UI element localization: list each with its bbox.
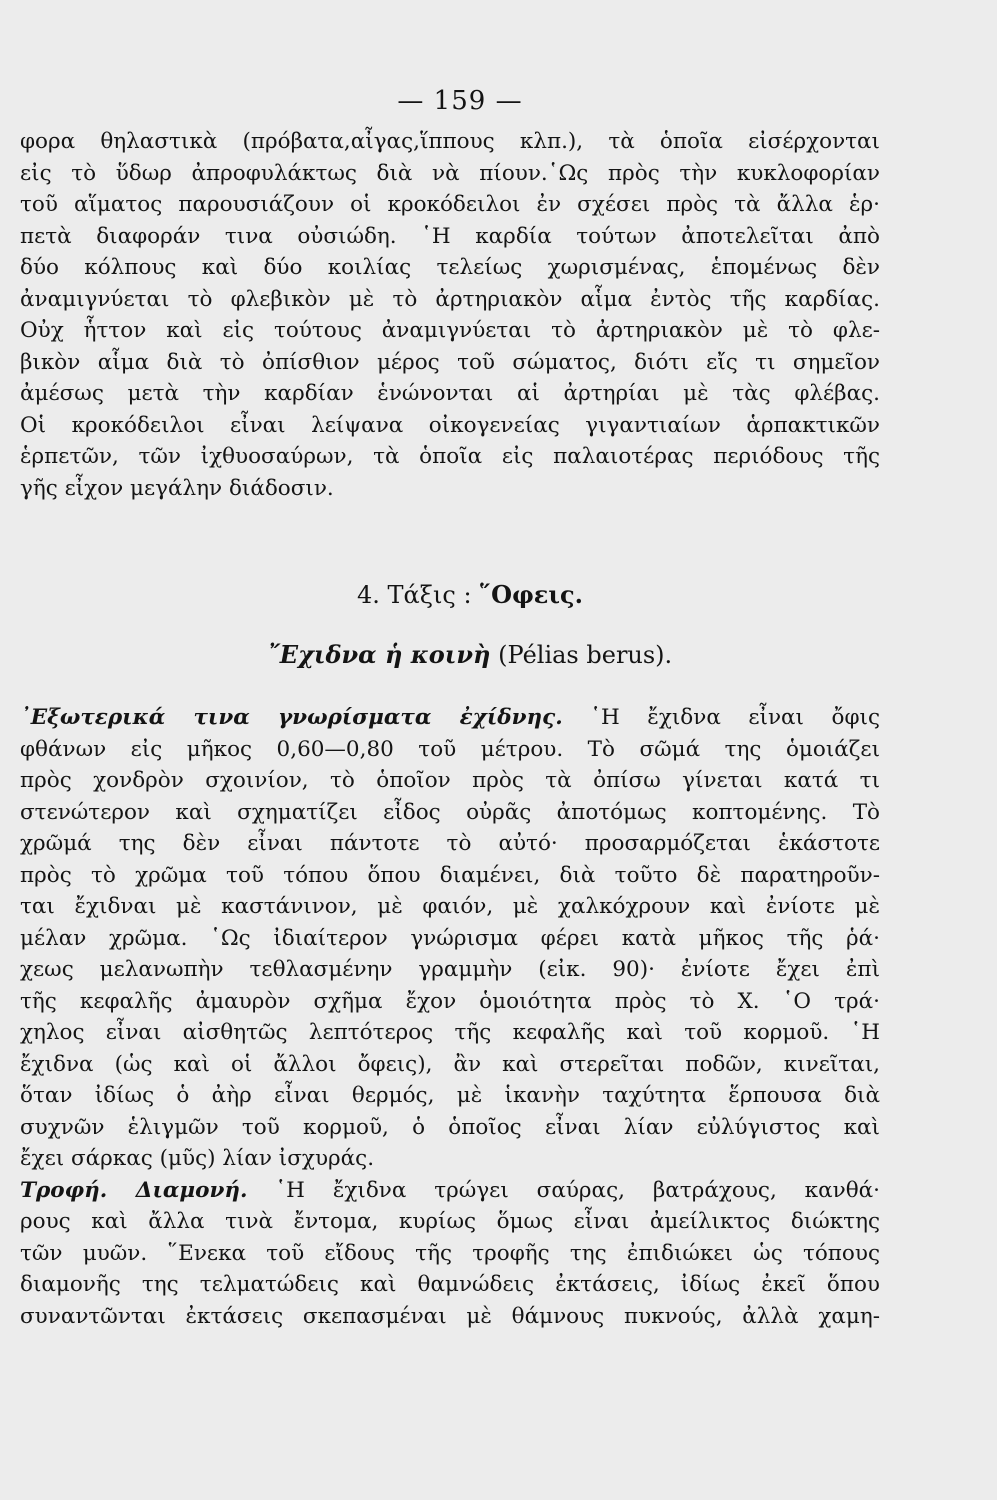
order-heading-name: ῞Οφεις. xyxy=(479,580,583,609)
text-line: γῆς εἶχον μεγάλην διάδοσιν. xyxy=(20,475,334,501)
text-line: φθάνων εἰς μῆκος 0,60—0,80 τοῦ μέτρου. Τὸ σῶμά της ὁμοιάζει xyxy=(20,736,880,762)
text-line: τῶν μυῶν. ῞Ενεκα τοῦ εἴδους τῆς τροφῆς της ἐπιδιώκει ὡς τόπους xyxy=(20,1240,880,1266)
text-line: εἰς τὸ ὕδωρ ἀπροφυλάκτως διὰ νὰ πίουν.῾Ως πρὸς τὴν κυκλοφορίαν xyxy=(20,160,880,186)
text-line: πρὸς χονδρὸν σχοινίον, τὸ ὁποῖον πρὸς τὰ ὀπίσω γίνεται κατά τι xyxy=(20,768,880,793)
text-line: χηλος εἶναι αἰσθητῶς λεπτότερος τῆς κεφαλῆς καὶ τοῦ κορμοῦ. ῾Η xyxy=(20,1020,880,1045)
order-heading xyxy=(0,580,940,609)
text-line: ρους καὶ ἄλλα τινὰ ἔντομα, κυρίως ὅμως εἶναι ἀμείλικτος διώκτης xyxy=(20,1209,880,1234)
text-line: ἔχιδνα (ὡς καὶ οἱ ἄλλοι ὄφεις), ἂν καὶ στερεῖται ποδῶν, κινεῖται, xyxy=(20,1051,880,1077)
page-number: — 159 — xyxy=(397,86,523,116)
text-line: συχνῶν ἑλιγμῶν τοῦ κορμοῦ, ὁ ὁποῖος εἶναι λίαν εὐλύγιστος καὶ xyxy=(20,1114,880,1140)
species-heading-name: ῎Εχιδνα ἡ κοινὴ xyxy=(267,640,491,669)
text-line: πρὸς τὸ χρῶμα τοῦ τόπου ὅπου διαμένει, διὰ τοῦτο δὲ παρατηροῦν- xyxy=(20,862,880,888)
text-line: ὅταν ἰδίως ὁ ἀὴρ εἶναι θερμός, μὲ ἱκανὴν ταχύτητα ἕρπουσα διὰ xyxy=(20,1083,880,1108)
text-line xyxy=(20,702,880,734)
text-line: βικὸν αἷμα διὰ τὸ ὀπίσθιον μέρος τοῦ σώματος, διότι εἴς τι σημεῖον xyxy=(20,349,880,375)
text-line: Οἱ κροκόδειλοι εἶναι λείψανα οἰκογενείας γιγαντιαίων ἁρπακτικῶν xyxy=(20,412,880,438)
text-line: δύο κόλπους καὶ δύο κοιλίας τελείως χωρισμένας, ἑπομένως δὲν xyxy=(20,255,880,280)
text-line: Οὐχ ἧττον καὶ εἰς τούτους ἀναμιγνύεται τὸ ἀρτηριακὸν μὲ τὸ φλε- xyxy=(20,318,880,343)
text-line xyxy=(20,1175,880,1207)
paragraph-crocodiles xyxy=(20,126,880,504)
text-line: ται ἔχιδναι μὲ καστάνινον, μὲ φαιόν, μὲ χαλκόχρουν καὶ ἐνίοτε μὲ xyxy=(20,894,880,919)
text-line: φορα θηλαστικὰ (πρόβατα,αἶγας,ἵππους κλπ.), τὰ ὁποῖα εἰσέρχονται xyxy=(20,129,880,154)
text-line: χρῶμά της δὲν εἶναι πάντοτε τὸ αὐτό· προσαρμόζεται ἑκάστοτε xyxy=(20,831,880,856)
order-heading-prefix: 4. Τάξις : xyxy=(357,581,480,609)
text-line: συναντῶνται ἐκτάσεις σκεπασμέναι μὲ θάμνους πυκνούς, ἀλλὰ χαμη- xyxy=(20,1303,880,1329)
text-line: ἑρπετῶν, τῶν ἰχθυοσαύρων, τὰ ὁποῖα εἰς παλαιοτέρας περιόδους τῆς xyxy=(20,444,880,469)
text-line: ἔχει σάρκας (μῦς) λίαν ἰσχυράς. xyxy=(20,1146,375,1171)
text-line: ἀμέσως μετὰ τὴν καρδίαν ἑνώνονται αἱ ἀρτηρίαι μὲ τὰς φλέβας. xyxy=(20,381,880,406)
text-line: τῆς κεφαλῆς ἀμαυρὸν σχῆμα ἔχον ὁμοιότητα πρὸς τὸ X. ῾Ο τρά· xyxy=(20,988,880,1014)
section-subheading: Τροφή. Διαμονή. xyxy=(20,1177,248,1203)
text-line: διαμονῆς της τελματώδεις καὶ θαμνώδεις ἐκτάσεις, ἰδίως ἐκεῖ ὅπου xyxy=(20,1272,880,1297)
text-line: μέλαν χρῶμα. ῾Ως ἰδιαίτερον γνώρισμα φέρει κατὰ μῆκος τῆς ῥά· xyxy=(20,925,880,951)
paragraph-viper xyxy=(20,702,880,1332)
species-heading-latin: (Pélias berus). xyxy=(490,641,673,669)
text-fragment: ῾Η ἔχιδνα εἶναι ὄφις xyxy=(562,705,880,730)
text-line: στενώτερον καὶ σχηματίζει εἶδος οὐρᾶς ἀποτόμως κοπτομένης. Τὸ xyxy=(20,799,880,825)
text-line: χεως μελανωπὴν τεθλασμένην γραμμὴν (εἰκ. 90)· ἐνίοτε ἔχει ἐπὶ xyxy=(20,957,880,982)
species-heading xyxy=(0,640,940,669)
text-fragment: ῾Η ἔχιδνα τρώγει σαύρας, βατράχους, κανθά· xyxy=(247,1177,880,1203)
text-line: ἀναμιγνύεται τὸ φλεβικὸν μὲ τὸ ἀρτηριακὸν αἷμα ἐντὸς τῆς καρδίας. xyxy=(20,286,880,312)
text-line: τοῦ αἵματος παρουσιάζουν οἱ κροκόδειλοι ἐν σχέσει πρὸς τὰ ἄλλα ἑρ· xyxy=(20,192,880,217)
text-line: πετὰ διαφοράν τινα οὐσιώδη. ῾Η καρδία τούτων ἀποτελεῖται ἀπὸ xyxy=(20,223,880,249)
section-subheading: ᾿Εξωτερικά τινα γνωρίσματα ἐχίδνης. xyxy=(20,705,563,730)
